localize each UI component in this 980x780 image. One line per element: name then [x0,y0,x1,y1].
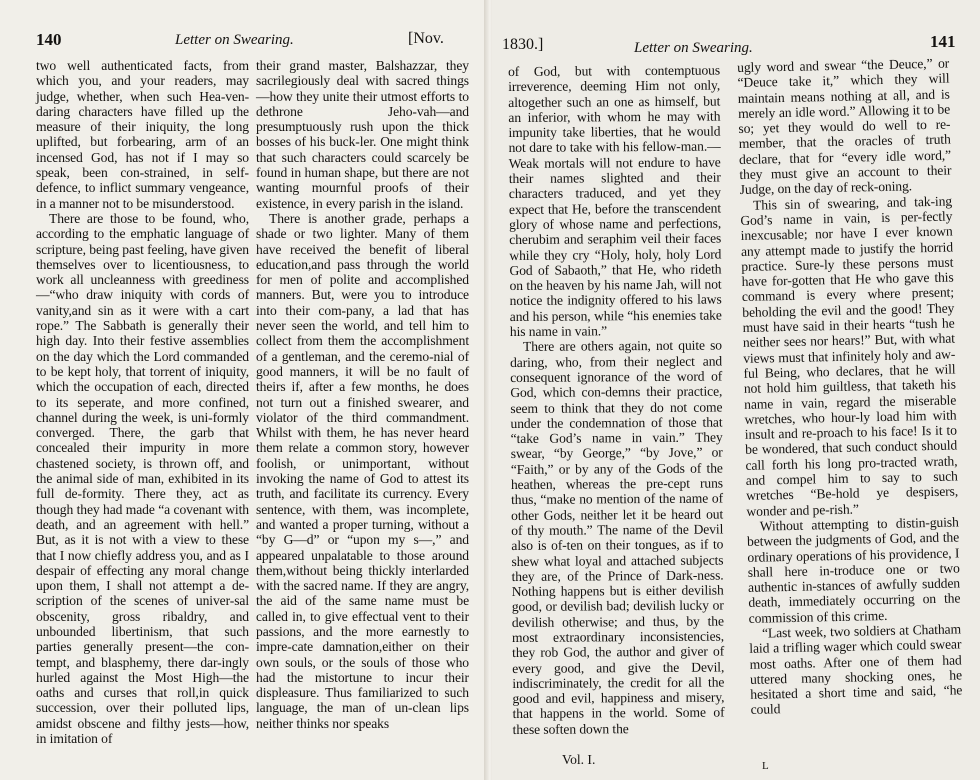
right-column-2 [737,56,963,718]
left-month: [Nov. [408,30,444,47]
left-page-number: 140 [36,30,62,49]
right-running-title: Letter on Swearing. [634,40,753,56]
paragraph: two well authenticated facts, from which you, and your readers, may judge, whether, when such Hea-ven-daring characters have filled up the measure of their iniquity, the long uplifted, but forbearing, arm of an incensed God, has not if I may so speak, been con-strained, in self-defence, to inflict summary vengeance, in a manner not to be misunderstood. [36,58,249,211]
left-column-1 [36,58,249,746]
left-running-title: Letter on Swearing. [175,32,294,48]
paragraph: their grand master, Balshazzar, they sacrilegiously deal with sacred things—how they unite their utmost efforts to dethrone Jeho-vah—and presumptuously rush upon the thick bosses of his buck-ler. One might think that such characters could scarcely be found in human shape, but there are not wanting mournful proofs of their existence, in every parish in the island. [256,58,469,211]
paragraph: This sin of swearing, and tak-ing God’s name in vain, is per-fectly inexcusable; nor have I ever known any attempt made to justify the horrid practice. Sure-ly these persons must have for-gotten that He who gave this command is every where present; beholding the evil and the good! They must have said in their hearts “tush he neither sees nor hears!” But, with what views must that infinitely holy and aw-ful Being, who declares, that he will not hold him guiltless, that taketh his name in vain, regard the miserable wretches, who hour-ly load him with insult and re-proach to his face! Is it to be wondered, that such conduct should call forth his long pro-tracted wrath, and compel him to say to such wretches “Be-hold ye despisers, wonder and pe-rish.” [740,193,959,519]
gathering-signature: L [762,760,769,772]
right-page [492,0,980,780]
paragraph: of God, but with contemptuous irreverence, deeming Him not only, altogether such an one as himself, but an inferior, with whom he may with impunity take liberties, that he would not dare to take with his fellow-man.—Weak mortals will not endure to have their names slighted and their characters traduced, and yet they expect that He, before the transcendent glory of whose name and perfections, cherubim and seraphim veil their faces while they cry “Holy, holy, holy Lord God of Sabaoth,” that He, who rideth on the heaven by his name Jah, will not notice the indignity offered to his laws and his person, while “his enemies take his name in vain.” [508,62,722,340]
right-year: 1830.] [502,36,544,53]
left-running-head [0,30,488,52]
paragraph: “Last week, two soldiers at Chatham laid a trifling wager which could swear most oaths. After one of them had uttered many shocking ones, he hesitated a short time and said, “he could [749,621,963,718]
left-page [0,0,488,780]
paragraph: ugly word and swear “the Deuce,” or “Deuce take it,” which they will maintain means nothing at all, and is merely an idle word.” Allowing it to be so; yet they would do well to re-member, that the oracles of truth declare, that for “every idle word,” they must give an account to their Judge, on the day of reck-oning. [737,55,952,198]
left-column-2 [256,58,469,731]
paragraph: Without attempting to distin-guish between the judgments of God, and the ordinary operations of his providence, I shall here in-troduce one or two authentic in-stances of awfully sudden death, immediately occurring on the commission of this crime. [746,514,961,626]
paragraph: There are others again, not quite so daring, who, from their neglect and consequent ignorance of the word of God, which con-demns their practice, seem to think that they do not come under the condemnation of those that “take God’s name in vain.” They swear, “by George,” “by Jove,” or “Faith,” or by any of the Gods of the heathen, whereas the pre-cept runs thus, “make no mention of the name of other Gods, neither let it be heard out of thy mouth.” The name of the Devil also is of-ten on their tongues, as if to shew what loyal and attached subjects they are, of the Prince of Dark-ness. Nothing happens but is either devilish good, or devilish bad; devilish lucky or devilish otherwise; and thus, by the most extraordinary inconsistencies, they rob God, the author and giver of every good, and give the Devil, indiscriminately, the credit for all the good and evil, happiness and misery, that happens in the world. Some of these soften down the [510,337,725,737]
paragraph: There are those to be found, who, according to the emphatic language of scripture, being past feeling, have given themselves over to licentiousness, to work all uncleanness with greediness—“who draw iniquity with cords of vanity,and sin as it were with a cart rope.” The Sabbath is generally their high day. Into their festive assemblies on the day which the Lord commanded to be kept holy, that torrent of iniquity, which the occupation of each, directed to its seperate, and more confined, channel during the week, is uni-formly converged. There, the garb that concealed their impurity in more chastened society, is thrown off, and the animal side of man, exhibited in its full de-formity. There they, act as though they had made “a covenant with death, and an agreement with hell.” But, as it is not with a view to these that I now chiefly address you, and as I despair of effecting any moral change upon them, I shall not attempt a de-scription of the scenes of univer-sal obscenity, gross ribaldry, and unbounded libertinism, that such parties generally present—the con-tempt, and blasphemy, there dar-ingly hurled against the Most High—the oaths and curses that roll,in quick succession, over their polluted lips, amidst obscene and filthy jests—how, in imitation of [36,210,249,747]
paragraph: There is another grade, perhaps a shade or two lighter. Many of them have received the benefit of liberal education,and pass through the world for men of polite and accomplished manners. But, were you to introduce into their com-pany, a lad that has never seen the world, and tell him to collect from them the accomplishment of a gentleman, and the ceremo-nial of good manners, it will be no fault of theirs if, after a few months, he does not turn out a finished swearer, and violator of the third commandment. Whilst with them, he has never heard them relate a common story, however foolish, or unimportant, without invoking the name of God to attest its truth, and facilitate its currency. Every sentence, with them, was incomplete, and wanted a proper turning, without a “by G—d” or “upon my s—,” and appeared unpalatable to those around them,without being thickly interlarded with the sacred name. If they are angry, the aid of the same name must be called in, to give effectual vent to their passions, and the more earnestly to impre-cate damnation,either on their own souls, or the souls of those who had the mistortune to incur their displeasure. Thus familiarized to such language, the man of un-clean lips neither thinks nor speaks [256,210,469,731]
right-running-head [492,30,980,56]
volume-signature: Vol. I. [562,752,596,767]
right-page-number: 141 [930,32,956,51]
right-column-1 [508,63,725,738]
